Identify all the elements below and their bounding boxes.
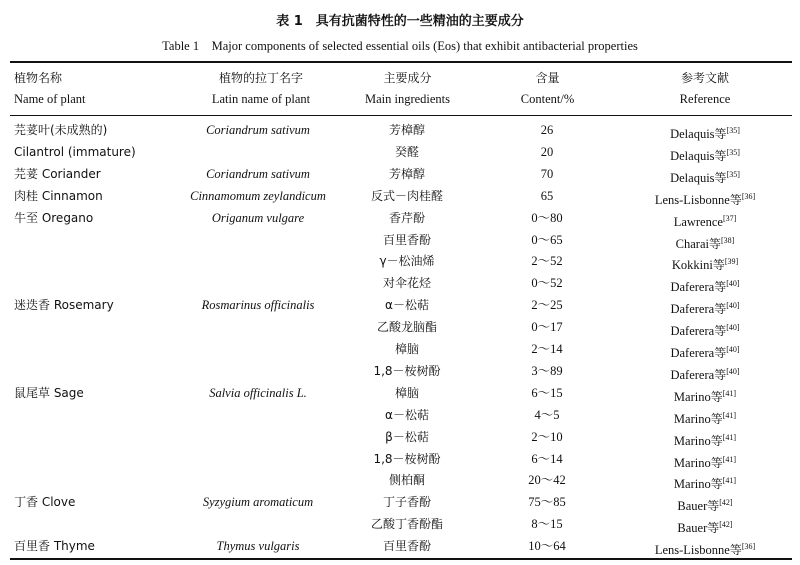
table-row bbox=[0, 186, 800, 207]
reference-author: Bauer bbox=[677, 521, 708, 536]
table-row bbox=[0, 295, 800, 316]
cell-latin-name: Salvia officinalis L. bbox=[209, 385, 307, 400]
table-row bbox=[0, 208, 800, 229]
cell-content: 70 bbox=[540, 166, 554, 181]
cell-plant-name: 芫荽叶(未成熟的) bbox=[14, 123, 108, 137]
cell-plant-name: 迷迭香 Rosemary bbox=[14, 298, 114, 313]
cell-plant-name: 牛至 Oregano bbox=[14, 210, 94, 225]
reference-author: Marino bbox=[673, 455, 711, 470]
cell-main-ingredient: 1,8－桉树酚 bbox=[373, 363, 441, 378]
header-ingredients-en: Main ingredients bbox=[364, 92, 451, 106]
table-header-rule bbox=[10, 115, 792, 116]
reference-et-al: 等 bbox=[707, 499, 720, 514]
cell-latin-name: Origanum vulgare bbox=[211, 210, 305, 225]
header-content-cn: 含量 bbox=[535, 71, 560, 85]
cell-main-ingredient: 反式－肉桂醛 bbox=[370, 188, 443, 203]
cell-main-ingredient: 芳樟醇 bbox=[388, 166, 425, 181]
cell-plant-name: 芫荽 Coriander bbox=[14, 166, 101, 181]
reference-author: Daferera bbox=[670, 302, 715, 317]
reference-citation-number: [36] bbox=[741, 542, 756, 552]
cell-main-ingredient: γ－松油烯 bbox=[379, 254, 435, 269]
cell-main-ingredient: 百里香酚 bbox=[382, 232, 431, 247]
reference-citation-number: [35] bbox=[726, 147, 740, 157]
cell-plant-name: Cilantrol (immature) bbox=[14, 144, 136, 159]
reference-citation-number: [41] bbox=[722, 454, 737, 464]
table-row bbox=[0, 339, 800, 360]
cell-latin-name: Syzygium aromaticum bbox=[202, 495, 314, 510]
reference-author: Delaquis bbox=[670, 170, 715, 185]
reference-citation-number: [37] bbox=[722, 213, 737, 223]
header-latin-name-cn: 植物的拉丁名字 bbox=[218, 71, 303, 85]
cell-main-ingredient: 芳樟醇 bbox=[388, 123, 425, 137]
cell-main-ingredient: 乙酸龙脑酯 bbox=[376, 320, 437, 335]
reference-et-al: 等 bbox=[707, 521, 720, 536]
reference-citation-number: [41] bbox=[722, 476, 737, 486]
cell-main-ingredient: 癸醛 bbox=[394, 144, 419, 159]
reference-citation-number: [42] bbox=[719, 520, 733, 530]
cell-latin-name: Cinnamomum zeylandicum bbox=[190, 188, 326, 203]
cell-latin-name: Rosmarinus officinalis bbox=[201, 298, 315, 313]
reference-citation-number: [38] bbox=[721, 235, 735, 245]
cell-main-ingredient: 樟脑 bbox=[394, 385, 419, 400]
reference-citation-number: [36] bbox=[741, 191, 756, 201]
cell-content: 20～42 bbox=[528, 473, 566, 488]
table-row bbox=[0, 405, 800, 426]
cell-main-ingredient: β－松萜 bbox=[385, 429, 429, 444]
cell-content: 2～14 bbox=[531, 342, 563, 356]
reference-citation-number: [40] bbox=[726, 366, 740, 376]
reference-citation-number: [41] bbox=[722, 388, 737, 398]
reference-author: Delaquis bbox=[670, 148, 715, 163]
reference-et-al: 等 bbox=[729, 192, 742, 207]
reference-et-al: 等 bbox=[710, 455, 723, 470]
header-reference-cn: 参考文献 bbox=[680, 71, 729, 85]
reference-et-al: 等 bbox=[714, 346, 727, 360]
cell-main-ingredient: 1,8－桉树酚 bbox=[373, 451, 441, 466]
reference-author: Daferera bbox=[670, 367, 715, 382]
cell-main-ingredient: α－松萜 bbox=[385, 298, 429, 313]
reference-et-al: 等 bbox=[714, 367, 727, 382]
cell-content: 8～15 bbox=[531, 517, 563, 532]
reference-et-al: 等 bbox=[714, 280, 727, 295]
table-row bbox=[0, 361, 800, 382]
reference-author: Daferera bbox=[670, 280, 715, 295]
cell-main-ingredient: 对伞花烃 bbox=[382, 276, 431, 291]
reference-et-al: 等 bbox=[714, 302, 727, 317]
reference-citation-number: [35] bbox=[726, 126, 740, 135]
cell-main-ingredient: 香芹酚 bbox=[388, 210, 425, 225]
table-row bbox=[0, 120, 800, 141]
reference-author: Bauer bbox=[677, 499, 708, 514]
reference-author: Daferera bbox=[670, 324, 715, 339]
cell-main-ingredient: 樟脑 bbox=[394, 342, 419, 356]
reference-et-al: 等 bbox=[710, 477, 723, 492]
table-row bbox=[0, 536, 800, 557]
cell-content: 20 bbox=[540, 144, 554, 159]
cell-content: 10～64 bbox=[528, 539, 566, 554]
reference-et-al: 等 bbox=[714, 170, 727, 185]
table-row bbox=[0, 449, 800, 470]
table-row bbox=[0, 514, 800, 535]
reference-et-al: 等 bbox=[710, 433, 723, 448]
cell-content: 3～89 bbox=[531, 363, 563, 378]
cell-content: 65 bbox=[540, 188, 554, 203]
cell-main-ingredient: 乙酸丁香酚酯 bbox=[370, 517, 443, 532]
reference-et-al: 等 bbox=[714, 127, 727, 141]
table-title-chinese: 表 1 具有抗菌特性的一些精油的主要成分 bbox=[276, 14, 524, 29]
cell-main-ingredient: 百里香酚 bbox=[382, 539, 431, 554]
reference-citation-number: [40] bbox=[726, 279, 740, 289]
reference-author: Delaquis bbox=[670, 127, 715, 141]
cell-content: 2～25 bbox=[531, 298, 563, 313]
cell-main-ingredient: 侧柏酮 bbox=[388, 473, 425, 488]
reference-citation-number: [40] bbox=[726, 301, 740, 311]
reference-author: Marino bbox=[673, 477, 711, 492]
cell-plant-name: 丁香 Clove bbox=[14, 495, 76, 510]
table-title-english: Table 1 Major components of selected essential oils (Eos) that exhibit antibacterial properties bbox=[162, 39, 638, 53]
reference-et-al: 等 bbox=[708, 236, 721, 251]
table-row bbox=[0, 427, 800, 448]
table-row bbox=[0, 383, 800, 404]
reference-citation-number: [41] bbox=[722, 432, 737, 442]
cell-main-ingredient: 丁子香酚 bbox=[382, 495, 431, 510]
cell-content: 6～14 bbox=[531, 451, 563, 466]
reference-et-al: 等 bbox=[710, 389, 723, 404]
cell-content: 2～52 bbox=[531, 254, 563, 269]
table-row bbox=[0, 317, 800, 338]
cell-plant-name: 百里香 Thyme bbox=[14, 539, 95, 554]
table-row bbox=[0, 470, 800, 491]
reference-author: Lawrence bbox=[673, 214, 723, 229]
cell-plant-name: 鼠尾草 Sage bbox=[14, 385, 84, 400]
reference-author: Marino bbox=[673, 433, 711, 448]
reference-citation-number: [35] bbox=[726, 169, 740, 179]
cell-latin-name: Thymus vulgaris bbox=[216, 539, 300, 554]
reference-author: Lens-Lisbonne bbox=[654, 543, 730, 558]
cell-content: 2～10 bbox=[531, 429, 563, 444]
cell-plant-name: 肉桂 Cinnamon bbox=[14, 188, 103, 203]
reference-author: Marino bbox=[673, 411, 711, 426]
cell-latin-name: Coriandrum sativum bbox=[206, 166, 310, 181]
table-row bbox=[0, 230, 800, 251]
reference-citation-number: [41] bbox=[722, 410, 737, 420]
table-bottom-rule bbox=[10, 558, 792, 560]
cell-content: 0～65 bbox=[531, 232, 563, 247]
table-row bbox=[0, 251, 800, 272]
cell-content: 6～15 bbox=[531, 385, 563, 400]
reference-author: Charai bbox=[675, 236, 709, 251]
cell-content: 4～5 bbox=[534, 407, 560, 422]
reference-citation-number: [42] bbox=[719, 498, 733, 508]
reference-et-al: 等 bbox=[714, 324, 727, 339]
reference-author: Lens-Lisbonne bbox=[654, 192, 730, 207]
reference-citation-number: [39] bbox=[724, 257, 739, 267]
table-row bbox=[0, 273, 800, 294]
table-row bbox=[0, 492, 800, 513]
reference-citation-number: [40] bbox=[726, 345, 740, 354]
reference-author: Daferera bbox=[670, 346, 715, 360]
header-plant-name-en: Name of plant bbox=[14, 92, 86, 106]
cell-content: 0～52 bbox=[531, 276, 563, 291]
header-latin-name-en: Latin name of plant bbox=[211, 92, 311, 106]
header-reference-en: Reference bbox=[679, 92, 731, 106]
cell-latin-name: Coriandrum sativum bbox=[206, 123, 310, 137]
cell-content: 0～80 bbox=[531, 210, 563, 225]
table-row bbox=[0, 142, 800, 163]
reference-citation-number: [40] bbox=[726, 323, 740, 333]
reference-et-al: 等 bbox=[712, 258, 725, 273]
table-row bbox=[0, 164, 800, 185]
reference-et-al: 等 bbox=[714, 148, 727, 163]
cell-main-ingredient: α－松萜 bbox=[385, 407, 429, 422]
table-top-rule bbox=[10, 61, 792, 63]
reference-et-al: 等 bbox=[729, 543, 742, 558]
header-plant-name-cn: 植物名称 bbox=[14, 71, 63, 85]
reference-author: Marino bbox=[673, 389, 711, 404]
reference-et-al: 等 bbox=[710, 411, 723, 426]
cell-content: 75～85 bbox=[528, 495, 566, 510]
header-content-en: Content/% bbox=[520, 92, 575, 106]
reference-author: Kokkini bbox=[671, 258, 713, 273]
cell-content: 26 bbox=[540, 123, 554, 137]
header-ingredients-cn: 主要成分 bbox=[383, 71, 432, 85]
cell-content: 0～17 bbox=[531, 320, 563, 335]
